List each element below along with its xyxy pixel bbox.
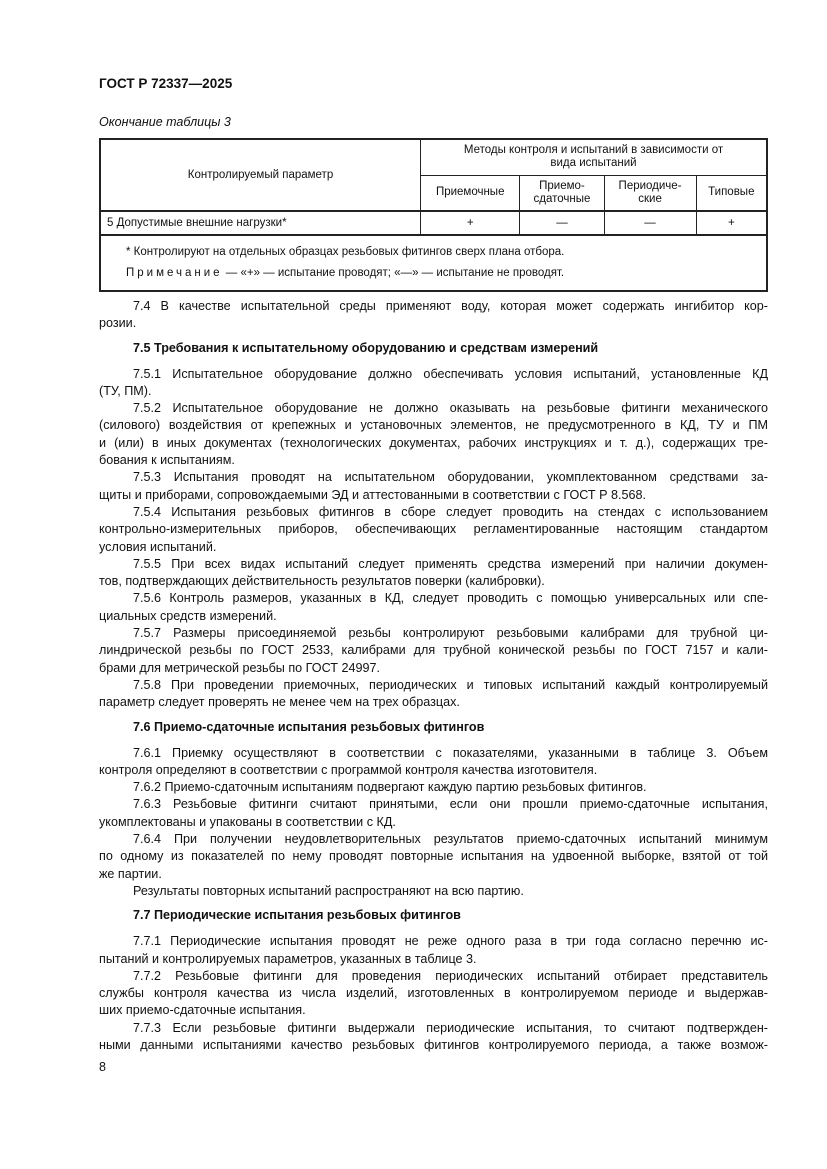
text-line: службы контроля качества из числа изделий, изготовленных в контролируемом периоде и выдержав- — [99, 986, 768, 1001]
text-line: контрольно-измерительных приборов, обеспечивающих регламентированные настоящим стандартом — [99, 522, 768, 537]
text-line: 7.5.8 При проведении приемочных, периодических и типовых испытаний каждый контролируемый — [133, 677, 768, 692]
text-line: 7.6.2 Приемо-сдаточным испытаниям подвергают каждую партию резьбовых фитингов. — [133, 780, 647, 795]
text-line: и (или) в иных документах (технологических документах, рабочих инструкциях и т. д.), содержащих тре- — [99, 435, 768, 450]
paragraph — [99, 469, 768, 504]
value-cell: + — [696, 211, 767, 235]
col-header: Периодиче- ские — [604, 175, 696, 211]
col-header: Приемочные — [421, 175, 520, 211]
text-line: же партии. — [99, 866, 162, 881]
paragraph — [99, 366, 768, 401]
text-line: щиты и приборами, сопровождаемыми ЭД и аттестованными в соответствии с ГОСТ Р 8.568. — [99, 487, 647, 502]
text-line: параметр следует проверять не менее чем на трех образцах. — [99, 695, 460, 710]
paragraph — [99, 968, 768, 1020]
text-line: циальных средств измерений. — [99, 608, 277, 623]
text-line: 7.5.3 Испытания проводят на испытательном оборудовании, укомплектованном средствами за- — [133, 470, 768, 485]
paragraph — [99, 298, 768, 333]
methods-header: Методы контроля и испытаний в зависимости от вида испытаний — [421, 139, 768, 175]
text-line: тов, подтверждающих действительность результатов поверки (калибровки). — [99, 574, 545, 589]
text-line: бования к испытаниям. — [99, 453, 235, 468]
paragraph — [99, 831, 768, 883]
param-header: Контролируемый параметр — [100, 139, 421, 211]
col-header: Типовые — [696, 175, 767, 211]
text-line: ными данными испытаниями качество резьбовых фитингов контролируемого периода, а также возмож- — [99, 1037, 768, 1052]
text-line: 7.5.6 Контроль размеров, указанных в КД, следует проводить с помощью универсальных или спе- — [133, 591, 768, 606]
table-notes — [100, 235, 767, 291]
text-line: ших приемо-сдаточные испытания. — [99, 1003, 306, 1018]
table-3-end — [99, 138, 768, 292]
col-header: Приемо- сдаточные — [520, 175, 604, 211]
section-heading: 7.6 Приемо-сдаточные испытания резьбовых фитингов — [133, 719, 485, 734]
text-line: брами для метрической резьбы по ГОСТ 24997. — [99, 660, 380, 675]
text-line: (силового) воздействия от крепежных и установочных элементов, не предусмотренного в КД, ТУ и ПМ — [99, 418, 768, 433]
paragraph — [99, 590, 768, 625]
text-line: 7.6.4 При получении неудовлетворительных результатов приемо-сдаточных испытаний минимум — [133, 832, 768, 847]
note-label: Примечание — [126, 267, 223, 279]
text-line: 7.4 В качестве испытательной среды применяют воду, которая может содержать ингибитор кор- — [133, 299, 768, 313]
param-cell: 5 Допустимые внешние нагрузки* — [100, 211, 421, 235]
paragraph — [99, 556, 768, 591]
text-line: 7.5.7 Размеры присоединяемой резьбы контролируют резьбовыми калибрами для трубной ци- — [133, 626, 768, 641]
paragraph — [99, 933, 768, 968]
footnote: * Контролируют на отдельных образцах резьбовых фитингов сверх плана отбора. — [126, 246, 565, 258]
text-line: 7.6.1 Приемку осуществляют в соответствии с показателями, указанными в таблице 3. Объем — [133, 745, 768, 760]
text-line: 7.5.4 Испытания резьбовых фитингов в сборе следует проводить на стендах с использованием — [133, 504, 768, 519]
text-line: контроля определяют в соответствии с программой контроля качества изготовителя. — [99, 762, 598, 777]
text-line: укомплектованы и упакованы в соответствии с КД. — [99, 814, 396, 829]
text-line: 7.5.5 При всех видах испытаний следует применять средства измерений при наличии докумен- — [133, 556, 768, 571]
value-cell: + — [421, 211, 520, 235]
note — [126, 263, 766, 284]
text-line: Результаты повторных испытаний распространяют на всю партию. — [133, 883, 524, 898]
paragraph — [99, 625, 768, 677]
paragraph — [99, 883, 768, 900]
text-line: 7.7.3 Если резьбовые фитинги выдержали периодические испытания, то считают подтвержден- — [133, 1020, 768, 1035]
paragraph — [99, 504, 768, 556]
section-heading: 7.7 Периодические испытания резьбовых фитингов — [133, 908, 461, 923]
text-line: пытаний и контролируемых параметров, указанных в таблице 3. — [99, 951, 477, 966]
text-line: 7.7.2 Резьбовые фитинги для проведения периодических испытаний отбирает представитель — [133, 968, 768, 983]
text-line: розии. — [99, 316, 137, 331]
document-header: ГОСТ Р 72337—2025 — [99, 76, 233, 91]
text-line: (ТУ, ПМ). — [99, 383, 152, 398]
note-text: — «+» — испытание проводят; «—» — испытание не проводят. — [222, 267, 565, 279]
value-cell: — — [604, 211, 696, 235]
text-line: условия испытаний. — [99, 539, 217, 554]
text-line: 7.6.3 Резьбовые фитинги считают принятыми, если они прошли приемо-сдаточные испытания, — [133, 797, 768, 812]
text-line: 7.7.1 Периодические испытания проводят не реже одного раза в три года согласно перечню ис- — [133, 934, 768, 949]
paragraph — [99, 677, 768, 712]
text-line: по одному из показателей по нему проводят повторные испытания на удвоенной выборке, взятой от той — [99, 849, 768, 864]
text-line: линдрической резьбы по ГОСТ 2533, калибрами для трубной конической резьбы по ГОСТ 7157 и кали- — [99, 643, 768, 658]
paragraph — [99, 779, 768, 796]
table-caption: Окончание таблицы 3 — [99, 115, 231, 129]
value-cell: — — [520, 211, 604, 235]
paragraph — [99, 1020, 768, 1055]
document-body — [99, 298, 768, 1054]
text-line: 7.5.2 Испытательное оборудование не должно оказывать на резьбовые фитинги механического — [133, 401, 768, 416]
paragraph — [99, 745, 768, 780]
text-line: 7.5.1 Испытательное оборудование должно обеспечивать условия испытаний, установленные КД — [133, 366, 768, 381]
paragraph — [99, 796, 768, 831]
page-number: 8 — [99, 1060, 106, 1074]
section-heading: 7.5 Требования к испытательному оборудованию и средствам измерений — [133, 340, 599, 355]
paragraph — [99, 400, 768, 469]
